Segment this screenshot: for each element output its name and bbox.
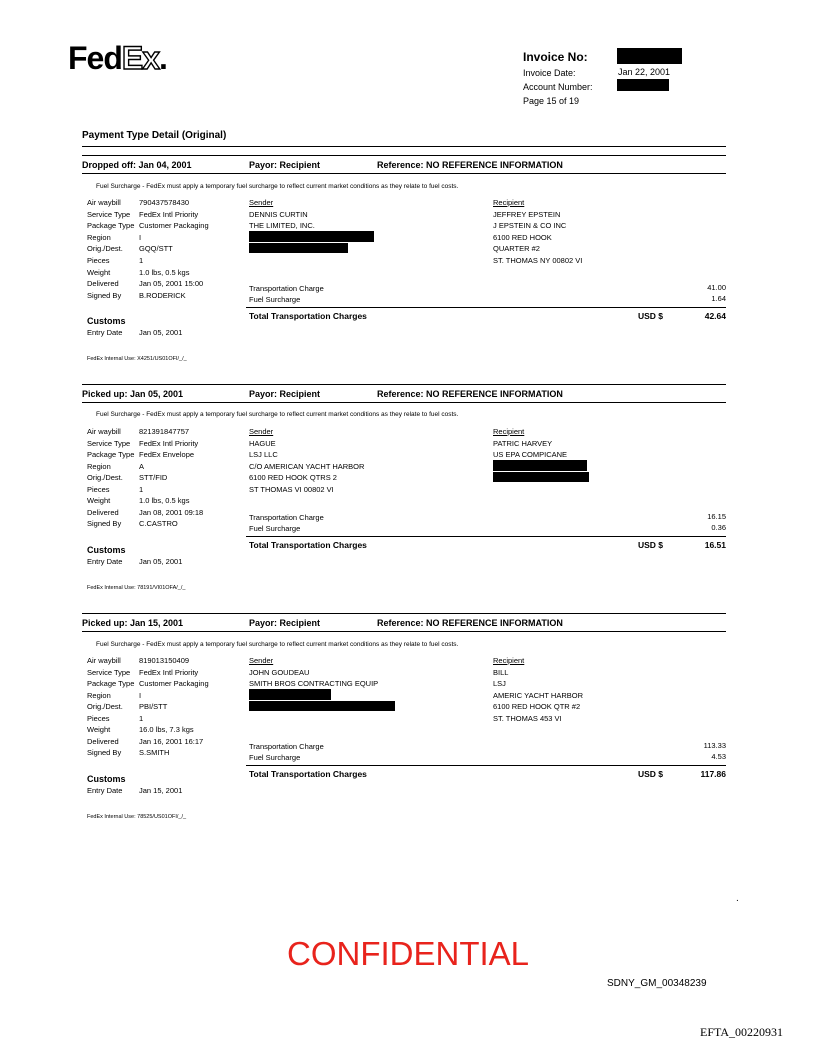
label-weight: Weight	[87, 268, 111, 277]
shipment-1-sender-heading: Sender	[249, 198, 274, 207]
shipment-3-recipient-heading: Recipient	[493, 656, 525, 665]
shipment-2-fuel-amount: 0.36	[711, 523, 726, 532]
account-number-label: Account Number:	[523, 82, 593, 92]
shipment-3-fuel-note: Fuel Surcharge - FedEx must apply a temporary fuel surcharge to reflect current market conditions as they relate to fuel costs.	[96, 641, 459, 648]
shipment-2-total-rule	[246, 536, 726, 537]
shipment-3-sender-heading: Sender	[249, 656, 274, 665]
shipment-3-total-rule	[246, 765, 726, 766]
shipment-1-entry-date: Jan 05, 2001	[139, 328, 183, 337]
shipment-3-signed-by: S.SMITH	[139, 748, 170, 757]
logo-dot: .	[159, 40, 167, 76]
shipment-3-entry-date: Jan 15, 2001	[139, 786, 183, 795]
shipment-2-entry-date: Jan 05, 2001	[139, 557, 183, 566]
shipment-3-recipient-line: ST. THOMAS 453 VI	[493, 714, 562, 723]
shipment-2-sender-line: C/O AMERICAN YACHT HARBOR	[249, 462, 365, 471]
shipment-3-transport-label: Transportation Charge	[249, 742, 324, 751]
shipment-1-recipient-line: JEFFREY EPSTEIN	[493, 210, 561, 219]
shipment-2-total: 16.51	[704, 540, 726, 550]
label-delivered: Delivered	[87, 737, 119, 746]
shipment-1-recipient-line: 6100 RED HOOK	[493, 233, 552, 242]
efta-number: EFTA_00220931	[700, 1025, 784, 1039]
shipment-3-sender-line: SMITH BROS CONTRACTING EQUIP	[249, 679, 379, 688]
shipment-3-total: 117.86	[700, 769, 726, 779]
shipment-3-air-waybill: 819013150409	[139, 656, 190, 665]
shipment-1-recipient-line: QUARTER #2	[493, 244, 540, 253]
label-pieces: Pieces	[87, 485, 110, 494]
page-indicator: Page 15 of 19	[523, 96, 580, 106]
shipment-1-package-type: Customer Packaging	[139, 221, 209, 230]
shipment-1-air-waybill: 790437578430	[139, 198, 190, 207]
shipment-1-customs-label: Customs	[87, 316, 126, 326]
label-entry-date: Entry Date	[87, 786, 123, 795]
shipment-2-orig-dest: STT/FID	[139, 473, 168, 482]
label-delivered: Delivered	[87, 279, 119, 288]
shipment-1-sender-line: THE LIMITED, INC.	[249, 221, 315, 230]
shipment-3-fuel-label: Fuel Surcharge	[249, 753, 301, 762]
shipment-3-sender-line: JOHN GOUDEAU	[249, 668, 310, 677]
shipment-2-sender-line: LSJ LLC	[249, 450, 278, 459]
redacted-recipient-address	[493, 472, 589, 482]
shipment-2-signed-by: C.CASTRO	[139, 519, 178, 528]
shipment-1-service-type: FedEx Intl Priority	[139, 210, 199, 219]
shipment-1-total: 42.64	[704, 311, 726, 321]
bates-number: SDNY_GM_00348239	[607, 978, 707, 989]
shipment-2-sender-line: ST THOMAS VI 00802 VI	[249, 485, 334, 494]
shipment-1-internal-use: FedEx Internal Use: X4251/US01OFI/_/_	[87, 356, 187, 362]
shipment-2-recipient-line: PATRIC HARVEY	[493, 439, 553, 448]
label-region: Region	[87, 691, 111, 700]
shipment-3-package-type: Customer Packaging	[139, 679, 209, 688]
redacted-sender-address	[249, 701, 395, 711]
shipment-3-header: Picked up: Jan 15, 2001	[82, 618, 184, 628]
shipment-2-fuel-note: Fuel Surcharge - FedEx must apply a temporary fuel surcharge to reflect current market conditions as they relate to fuel costs.	[96, 411, 459, 418]
redacted-sender-address	[249, 231, 374, 242]
shipment-1-total-label: Total Transportation Charges	[249, 311, 367, 321]
label-weight: Weight	[87, 496, 111, 505]
shipment-1-delivered: Jan 05, 2001 15:00	[139, 279, 204, 288]
shipment-2-customs-label: Customs	[87, 545, 126, 555]
shipment-1-fuel-amount: 1.64	[711, 294, 726, 303]
invoice-no-label: Invoice No:	[523, 50, 588, 64]
shipment-1-reference: Reference: NO REFERENCE INFORMATION	[377, 160, 563, 170]
shipment-1-signed-by: B.RODERICK	[139, 291, 186, 300]
shipment-3-internal-use: FedEx Internal Use: 78525/US01OFI/_/_	[87, 814, 187, 820]
shipment-3-reference: Reference: NO REFERENCE INFORMATION	[377, 618, 563, 628]
invoice-date-value: Jan 22, 2001	[618, 67, 671, 77]
label-weight: Weight	[87, 725, 111, 734]
shipment-3-header-rule	[82, 631, 726, 632]
shipment-1-recipient-line: ST. THOMAS NY 00802 VI	[493, 256, 583, 265]
shipment-3-recipient-line: AMERIC YACHT HARBOR	[493, 691, 584, 700]
shipment-2-delivered: Jan 08, 2001 09:18	[139, 508, 204, 517]
label-signed-by: Signed By	[87, 519, 122, 528]
shipment-2-header: Picked up: Jan 05, 2001	[82, 389, 184, 399]
shipment-2-transport-amount: 16.15	[707, 512, 726, 521]
shipment-3-fuel-amount: 4.53	[711, 752, 726, 761]
shipment-2-recipient-heading: Recipient	[493, 427, 525, 436]
shipment-3-total-label: Total Transportation Charges	[249, 769, 367, 779]
shipment-3-recipient-line: BILL	[493, 668, 509, 677]
shipment-2-internal-use: FedEx Internal Use: 78191/VI01OFA/_/_	[87, 585, 186, 591]
shipment-1-currency: USD $	[638, 311, 664, 321]
shipment-3-top-rule	[82, 613, 726, 614]
redacted-sender-address	[249, 243, 348, 253]
shipment-1-sender-line: DENNIS CURTIN	[249, 210, 308, 219]
label-air-waybill: Air waybill	[87, 427, 121, 436]
shipment-2-service-type: FedEx Intl Priority	[139, 439, 199, 448]
shipment-3-weight: 16.0 lbs, 7.3 kgs	[139, 725, 194, 734]
shipment-2-total-label: Total Transportation Charges	[249, 540, 367, 550]
shipment-1-total-rule	[246, 307, 726, 308]
shipment-3-region: I	[139, 691, 142, 700]
label-orig-dest: Orig./Dest.	[87, 702, 123, 711]
shipment-2-recipient-line: US EPA COMPICANE	[493, 450, 568, 459]
shipment-2-weight: 1.0 lbs, 0.5 kgs	[139, 496, 190, 505]
shipment-1-recipient-heading: Recipient	[493, 198, 525, 207]
shipment-3-recipient-line: LSJ	[493, 679, 506, 688]
shipment-2-reference: Reference: NO REFERENCE INFORMATION	[377, 389, 563, 399]
shipment-2-air-waybill: 821391847757	[139, 427, 190, 436]
label-package-type: Package Type	[87, 679, 135, 688]
shipment-3-orig-dest: PBI/STT	[139, 702, 168, 711]
heading-rule	[82, 146, 726, 147]
label-delivered: Delivered	[87, 508, 119, 517]
label-signed-by: Signed By	[87, 291, 122, 300]
shipment-2-currency: USD $	[638, 540, 664, 550]
shipment-3-recipient-line: 6100 RED HOOK QTR #2	[493, 702, 581, 711]
label-service-type: Service Type	[87, 668, 131, 677]
fedex-logo	[68, 42, 167, 74]
shipment-1-weight: 1.0 lbs, 0.5 kgs	[139, 268, 190, 277]
shipment-2-header-rule	[82, 402, 726, 403]
page-heading: Payment Type Detail (Original)	[82, 130, 227, 141]
shipment-1-fuel-label: Fuel Surcharge	[249, 295, 301, 304]
label-pieces: Pieces	[87, 256, 110, 265]
logo-fed: Fed	[68, 40, 122, 76]
shipment-1-recipient-line: J EPSTEIN & CO INC	[493, 221, 567, 230]
redacted-account-number	[617, 79, 669, 91]
shipment-1-orig-dest: GQQ/STT	[139, 244, 173, 253]
shipment-2-transport-label: Transportation Charge	[249, 513, 324, 522]
shipment-3-currency: USD $	[638, 769, 664, 779]
label-orig-dest: Orig./Dest.	[87, 473, 123, 482]
label-pieces: Pieces	[87, 714, 110, 723]
shipment-1-pieces: 1	[139, 256, 144, 265]
shipment-1-top-rule	[82, 155, 726, 156]
shipment-1-transport-label: Transportation Charge	[249, 284, 324, 293]
shipment-1-fuel-note: Fuel Surcharge - FedEx must apply a temporary fuel surcharge to reflect current market conditions as they relate to fuel costs.	[96, 183, 459, 190]
shipment-2-payor: Payor: Recipient	[249, 389, 321, 399]
shipment-1-header-rule	[82, 173, 726, 174]
shipment-3-customs-label: Customs	[87, 774, 126, 784]
label-region: Region	[87, 462, 111, 471]
shipment-3-transport-amount: 113.33	[703, 741, 726, 750]
shipment-1-payor: Payor: Recipient	[249, 160, 321, 170]
shipment-2-fuel-label: Fuel Surcharge	[249, 524, 301, 533]
shipment-2-sender-line: HAGUE	[249, 439, 276, 448]
label-entry-date: Entry Date	[87, 328, 123, 337]
shipment-2-sender-heading: Sender	[249, 427, 274, 436]
label-service-type: Service Type	[87, 439, 131, 448]
label-package-type: Package Type	[87, 221, 135, 230]
shipment-3-delivered: Jan 16, 2001 16:17	[139, 737, 204, 746]
shipment-2-top-rule	[82, 384, 726, 385]
shipment-3-payor: Payor: Recipient	[249, 618, 321, 628]
redacted-sender-address	[249, 689, 331, 700]
label-entry-date: Entry Date	[87, 557, 123, 566]
label-orig-dest: Orig./Dest.	[87, 244, 123, 253]
shipment-2-pieces: 1	[139, 485, 144, 494]
shipment-3-service-type: FedEx Intl Priority	[139, 668, 199, 677]
confidential-stamp: CONFIDENTIAL	[286, 935, 530, 972]
logo-ex: Ex	[121, 40, 160, 76]
shipment-1-header: Dropped off: Jan 04, 2001	[82, 160, 192, 170]
shipment-1-transport-amount: 41.00	[707, 283, 726, 292]
label-air-waybill: Air waybill	[87, 656, 121, 665]
label-region: Region	[87, 233, 111, 242]
shipment-3-pieces: 1	[139, 714, 144, 723]
shipment-2-sender-line: 6100 RED HOOK QTRS 2	[249, 473, 337, 482]
shipment-2-region: A	[139, 462, 145, 471]
stray-mark: .	[736, 893, 739, 904]
redacted-recipient-address	[493, 460, 587, 471]
shipment-1-region: I	[139, 233, 142, 242]
invoice-date-label: Invoice Date:	[523, 68, 576, 78]
shipment-2-package-type: FedEx Envelope	[139, 450, 195, 459]
label-package-type: Package Type	[87, 450, 135, 459]
label-air-waybill: Air waybill	[87, 198, 121, 207]
label-signed-by: Signed By	[87, 748, 122, 757]
label-service-type: Service Type	[87, 210, 131, 219]
redacted-invoice-number	[617, 48, 682, 64]
